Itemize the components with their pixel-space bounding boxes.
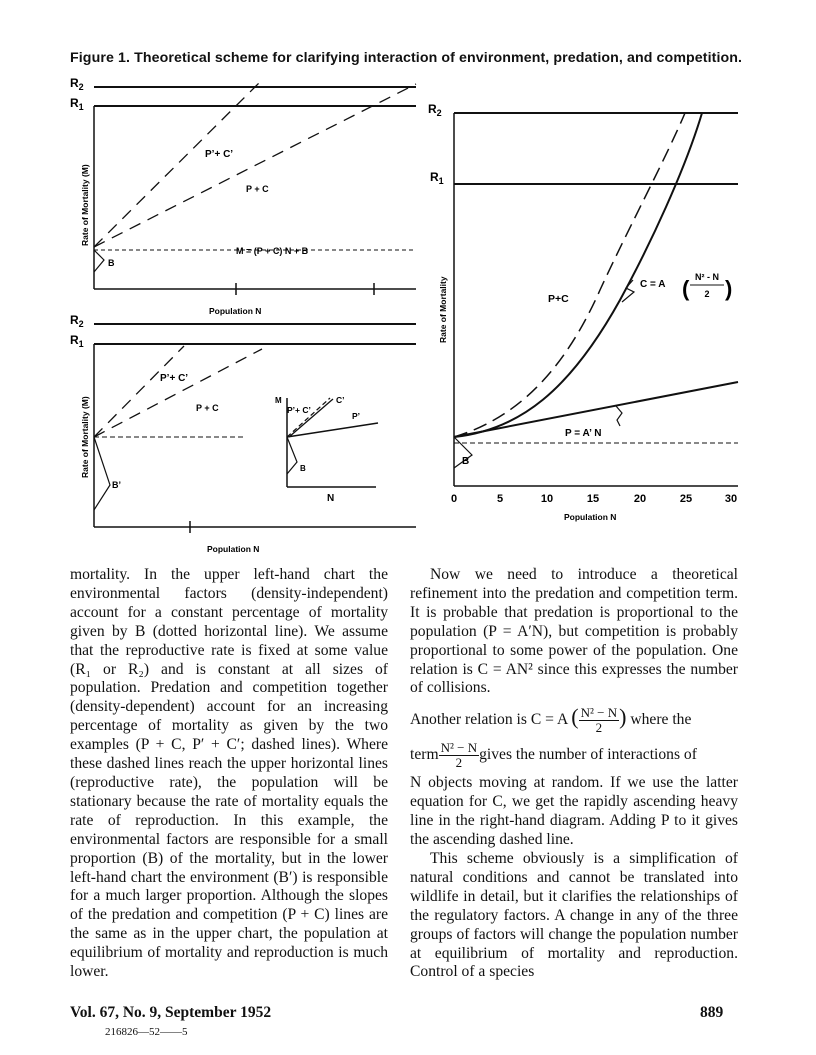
r-pc-curve (454, 113, 685, 437)
svg-text:25: 25 (679, 493, 693, 505)
footer-page-number: 889 (700, 1004, 724, 1021)
ul-b-label: B (108, 258, 115, 268)
footer-code: 216826—52——5 (105, 1026, 188, 1038)
svg-text:0: 0 (450, 493, 458, 505)
svg-text:20: 20 (633, 493, 647, 505)
r-x-label: Population N (564, 512, 617, 522)
right-text-column (410, 566, 738, 982)
ul-r1-label: $R_1$ (70, 96, 84, 112)
svg-text:15: 15 (586, 493, 600, 505)
right-paragraph-2: This scheme obviously is a simplification of natural conditions and cannot be translated into wildlife in detail, but it clarifies the relationships of the regulatory factors. A change in any of the three groups of factors will change the population number at equilibrium of mortality and reproduction. Control of a species (410, 849, 738, 981)
ll-r2-label: $R_2$ (70, 313, 84, 329)
footer-volume: Vol. 67, No. 9, September 1952 (70, 1004, 272, 1021)
svg-text:10: 10 (540, 493, 554, 505)
r-c-curve (454, 113, 702, 437)
inset-c-prime-label: C’ (336, 395, 345, 405)
ll-y-label: Rate of Mortality (M) (80, 396, 90, 478)
inset-chart (275, 395, 378, 504)
ul-pc-line (94, 84, 416, 247)
r-c-equation-num: N² - N (695, 272, 719, 282)
ul-r2-label: $R_2$ (70, 76, 84, 92)
lower-left-chart (70, 313, 416, 554)
ul-equation: M = (P + C) N + B (236, 246, 309, 256)
right-paragraph-1d: N objects moving at random. If we use the latter equation for C, we get the rapidly ascending heavy line in the right-hand diagram. Adding P to it gives the ascending dashed line. (410, 774, 738, 849)
ll-b-label: B’ (112, 480, 121, 490)
inset-p-prime-label: P’ (352, 411, 361, 421)
figure-title: Figure 1. Theoretical scheme for clarifying interaction of environment, predation, and competition. (70, 50, 743, 66)
svg-text:): ) (725, 276, 733, 301)
r-c-equation-den: 2 (704, 289, 710, 299)
upper-left-chart (70, 76, 416, 316)
r-pc-label: P+C (548, 293, 569, 305)
svg-text:30: 30 (724, 493, 738, 505)
ll-pc-prime-label: P’+ C’ (160, 373, 189, 384)
r-r1-label: $R_1$ (430, 170, 444, 186)
equation-line-1: Another relation is C = A ( $\frac{\text{N² − N}}{2}$ ) where the (410, 704, 692, 736)
ll-r1-label: $R_1$ (70, 333, 84, 349)
ll-pc-line (94, 349, 262, 437)
inset-b-label: B (300, 464, 306, 473)
equation-line-2: term $\frac{\text{N² − N}}{2}$ gives the number of interactions of (410, 740, 697, 771)
r-r2-label: $R_2$ (428, 102, 442, 118)
r-b-label: B (462, 456, 470, 467)
ul-y-label: Rate of Mortality (M) (80, 164, 90, 246)
right-paragraph-1a: Now we need to introduce a theoretical refinement into the predation and competition term. It is probable that predation is proportional to the population (P = A′N), but competition is probably proportional to some power of the population. One relation is C = AN² since this expresses the number of collisions. (410, 566, 738, 697)
inset-pc-prime-label: P’+ C’ (287, 405, 311, 415)
r-c-equation-prefix: C = A (640, 279, 666, 290)
r-x-ticks (451, 493, 737, 505)
ul-pc-label: P + C (246, 184, 269, 194)
ul-x-label: Population N (209, 306, 262, 316)
inset-n-label: N (327, 493, 335, 504)
left-text-column (70, 566, 388, 982)
r-p-equation: P = A’ N (565, 428, 602, 439)
svg-text:(: ( (682, 276, 690, 301)
right-chart (428, 102, 738, 522)
ul-pc-prime-label: P’+ C’ (205, 149, 234, 160)
svg-text:5: 5 (496, 493, 504, 505)
inset-m-label: M (275, 396, 282, 405)
ll-x-label: Population N (207, 544, 260, 554)
left-paragraph: mortality. In the upper left-hand chart the environmental factors (density-independent) account for a constant percentage of mortality given by B (dotted horizontal line). We assume that the reproductive rate is fixed at some value (R₁ or R₂) and is constant at all sizes of population. Predation and competition together (density-dependent) account for an increasing percentage of mortality as given by the two examples (P + C, P′ + C′; dashed lines). Where these dashed lines reach the upper horizontal lines (reproductive rate), the population will be stationary because the rate of mortality equals the rate of reproduction. In this example, the environmental factors are responsible for a small proportion (B) of the mortality, but in the lower left-hand chart the environment (B′) is responsible for a much larger proportion. Although the slopes of the predation and competition (P + C) lines are the same as in the upper chart, the population at equilibrium of mortality and reproduction is much lower. (70, 566, 388, 981)
r-y-label: Rate of Mortality (438, 276, 448, 343)
ll-pc-prime-line (94, 346, 184, 437)
ll-pc-label: P + C (196, 403, 219, 413)
